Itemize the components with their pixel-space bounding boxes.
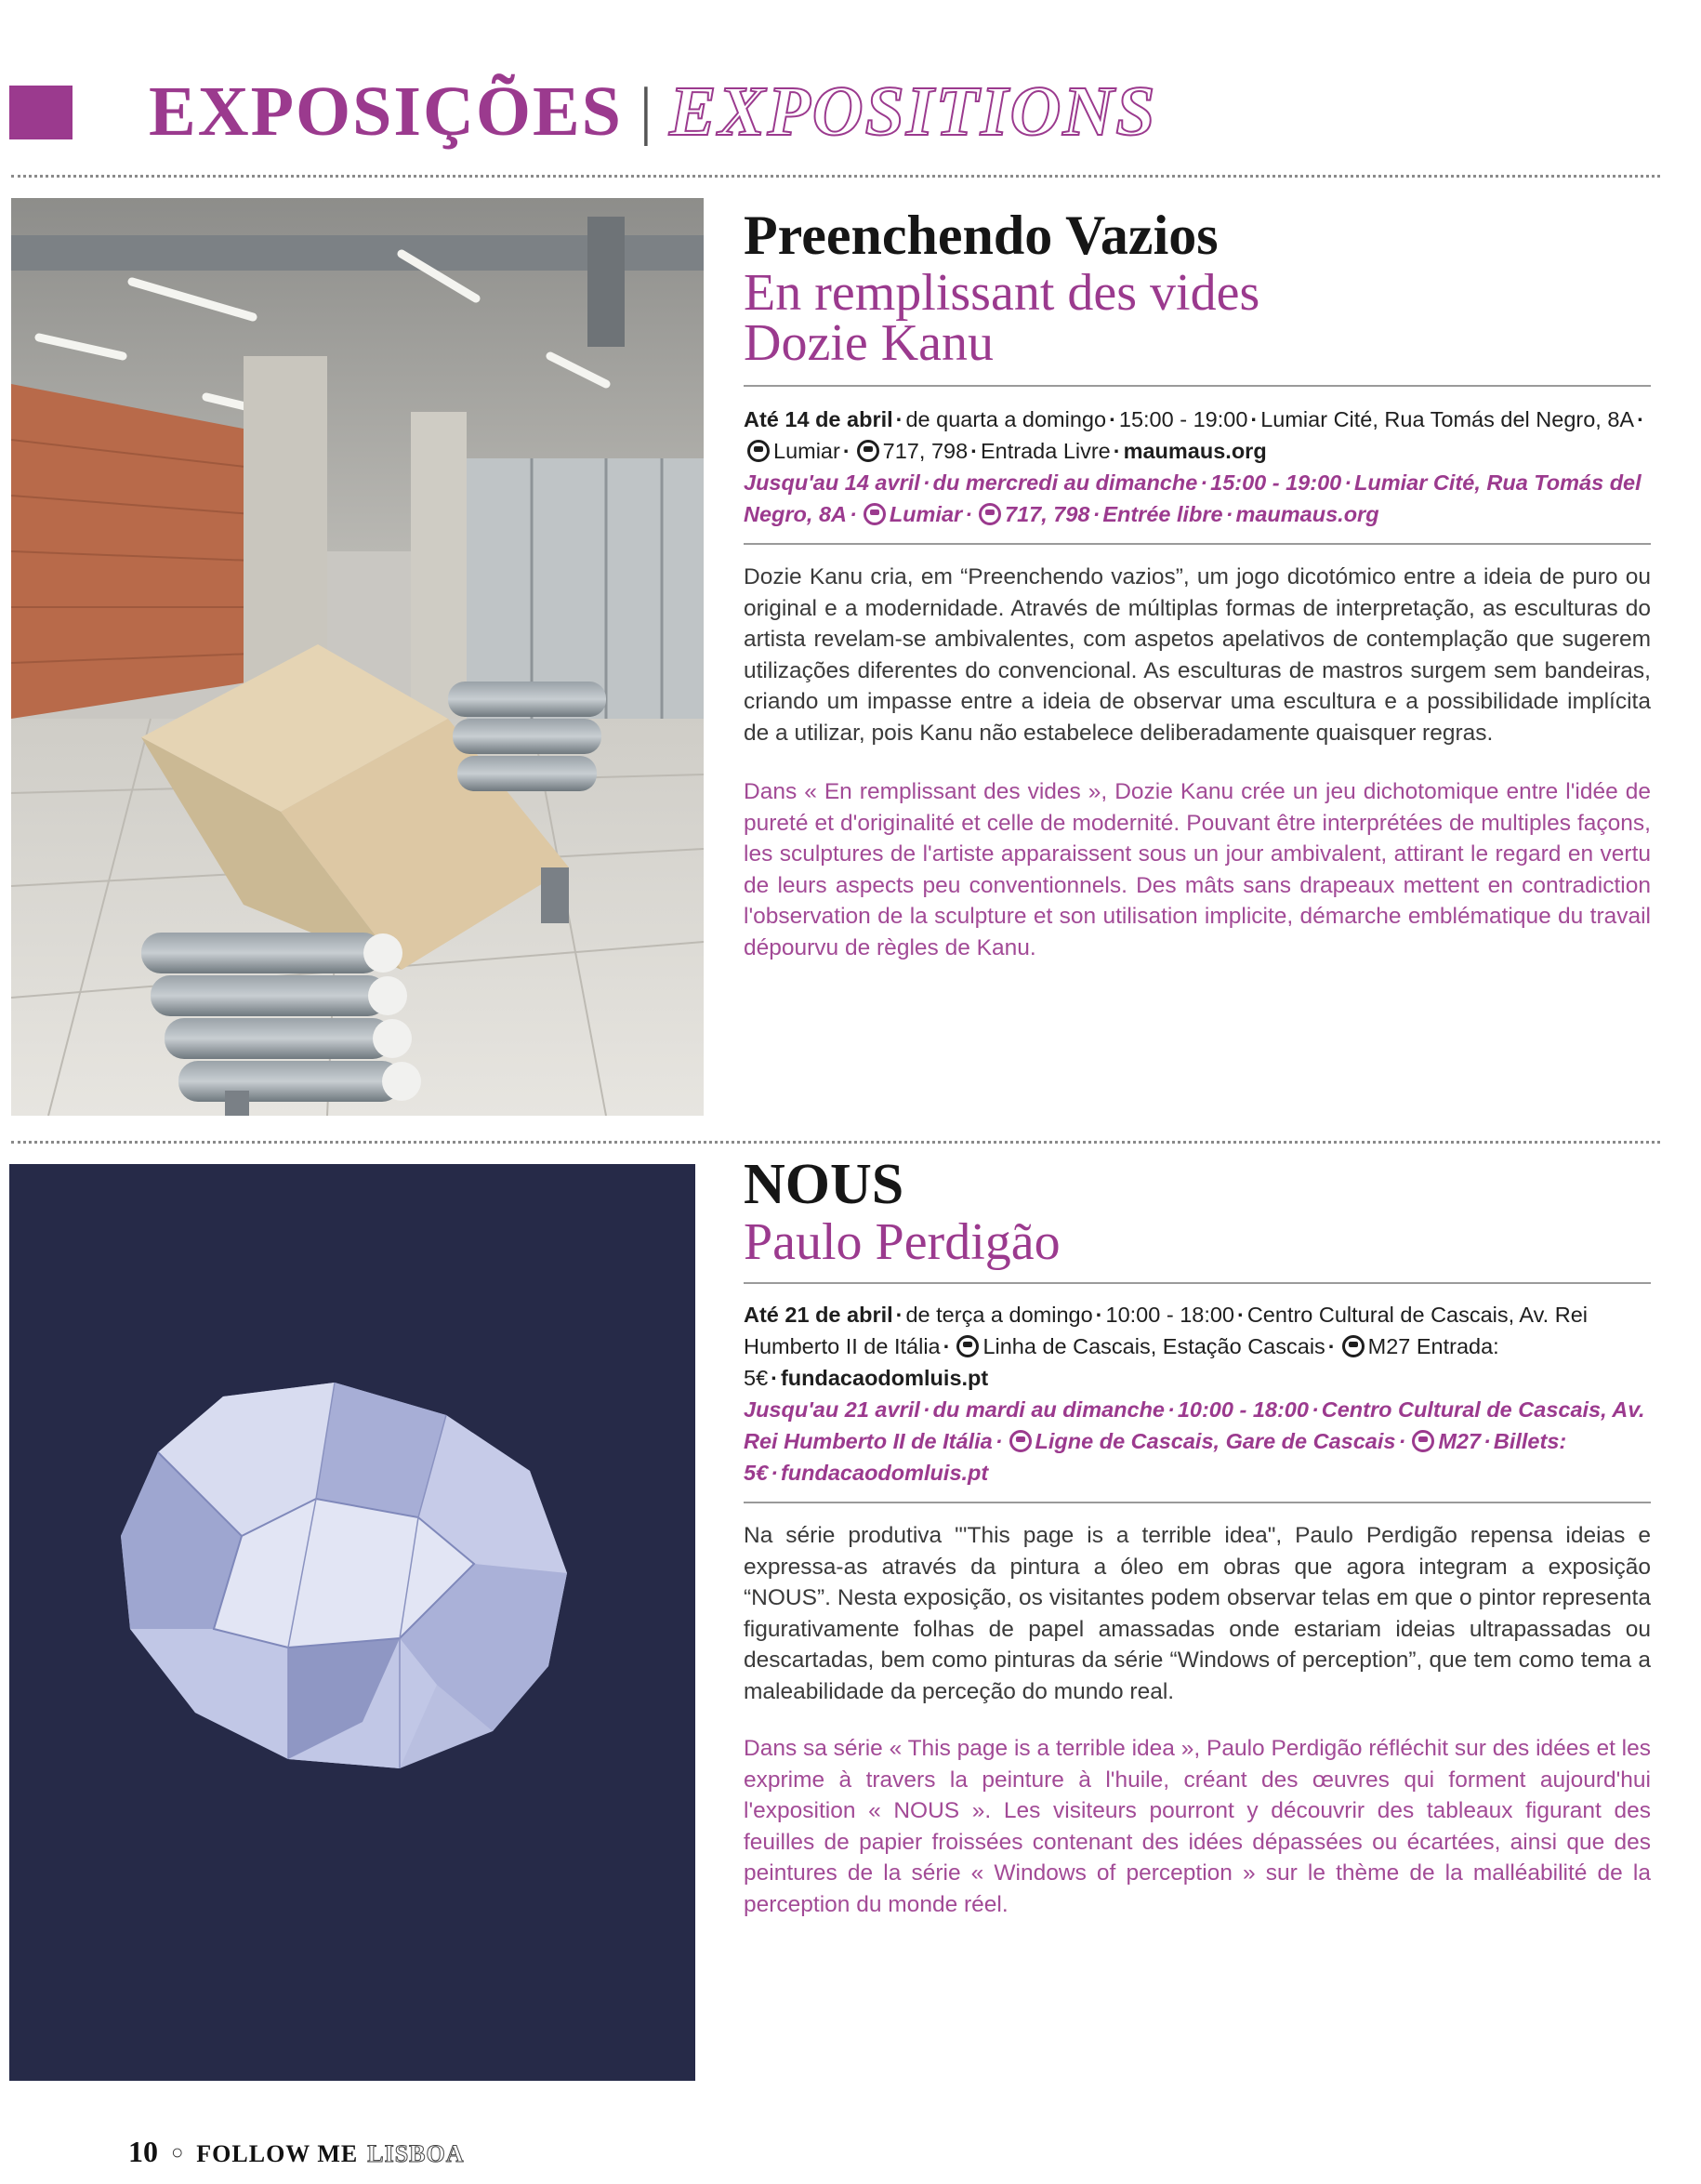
article-1-date-fr: Jusqu'au 14 avril: [744, 470, 920, 495]
crumpled-paper-image: [9, 1164, 695, 2081]
page-number: 10: [128, 2135, 158, 2168]
article-1-metro-fr: Lumiar: [889, 502, 963, 526]
article-2-info-fr: Jusqu'au 21 avril · du mardi au dimanche · 10:00 - 18:00 · Centro Cultural de Cascais, Av. Rei Humberto II de Itália · Ligne de Cascais, Gare de Cascais · M27 · Billets: 5€ · fundacaodomluis.pt: [744, 1397, 1645, 1485]
section-header: [149, 65, 1157, 158]
section-title-fr: EXPOSITIONS: [668, 72, 1157, 151]
article-2-venue-fr: Centro Cultural de Cascais, Av. Rei Humberto II de Itália: [744, 1397, 1645, 1453]
article-2-rule-bottom: [744, 1502, 1651, 1503]
article-2-days-pt: de terça a domingo: [905, 1303, 1093, 1327]
article-1-bus-fr: 717, 798: [1005, 502, 1090, 526]
article-1-metro-pt: Lumiar: [773, 439, 840, 463]
article-1-title: Preenchendo Vazios: [744, 205, 1219, 266]
article-1-info-pt: Até 14 de abril · de quarta a domingo · 15:00 - 19:00 · Lumiar Cité, Rua Tomás del Negro, 8A ·Lumiar · 717, 798 · Entrada Livre · maumaus.org: [744, 407, 1644, 463]
magazine-name: FOLLOW ME: [196, 2140, 359, 2167]
train-icon: [956, 1335, 979, 1357]
section-color-block: [9, 86, 73, 139]
article-1-bus-pt: 717, 798: [882, 439, 969, 463]
train-icon: [1009, 1430, 1032, 1452]
article-1-hours-fr: 15:00 - 19:00: [1210, 470, 1342, 495]
article-1-subtitle-fr: En remplissant des vides: [744, 264, 1260, 322]
article-1-website-fr[interactable]: maumaus.org: [1235, 502, 1379, 526]
article-1-date-pt: Até 14 de abril: [744, 407, 893, 431]
bus-icon: [857, 440, 879, 462]
metro-icon: [747, 440, 770, 462]
article-photo-crumpled-paper-painting: [9, 1164, 695, 2081]
article-1-days-pt: de quarta a domingo: [905, 407, 1107, 431]
article-2-train-pt: Linha de Cascais, Estação Cascais: [982, 1334, 1325, 1358]
article-1: [744, 206, 1651, 963]
article-2-website-pt[interactable]: fundacaodomluis.pt: [780, 1366, 989, 1390]
article-1-entry-fr: Entrée libre: [1102, 502, 1223, 526]
article-1-hours-pt: 15:00 - 19:00: [1118, 407, 1248, 431]
article-2-hours-fr: 10:00 - 18:00: [1177, 1397, 1309, 1422]
article-1-days-fr: du mercredi au dimanche: [932, 470, 1198, 495]
article-2-bus-fr: M27: [1438, 1429, 1482, 1453]
article-dotted-divider: [11, 1141, 1660, 1144]
article-1-body-pt: Dozie Kanu cria, em “Preenchendo vazios”, um jogo dicotómico entre a ideia de puro ou original e a modernidade. Através de múltiplas formas de interpretação, as esculturas do artista revelam-se ambivalentes, com aspetos apelativos de contemplação que sugerem utilizações diferentes do convencional. As esculturas de mastros surgem sem bandeiras, criando um impasse entre a ideia de observar uma escultura e a possibilidade implícita de a utilizar, pois Kanu não estabelece deliberadamente quaisquer regras.: [744, 564, 1651, 746]
article-2-entry-pt: Entrada: 5€: [744, 1334, 1499, 1390]
article-1-entry-pt: Entrada Livre: [980, 439, 1111, 463]
bus-icon: [1342, 1335, 1365, 1357]
article-2-entry-fr: Billets: 5€: [744, 1429, 1567, 1485]
article-2-website-fr[interactable]: fundacaodomluis.pt: [780, 1461, 989, 1485]
article-1-artist: Dozie Kanu: [744, 314, 995, 372]
article-2-artist: Paulo Perdigão: [744, 1213, 1061, 1271]
metro-icon: [864, 503, 886, 525]
section-title-pt: EXPOSIÇÕES: [149, 72, 623, 151]
article-2-venue-pt: Centro Cultural de Cascais, Av. Rei Humberto II de Itália: [744, 1303, 1588, 1358]
article-1-venue-fr: Lumiar Cité, Rua Tomás del Negro, 8A: [744, 470, 1642, 526]
article-2-hours-pt: 10:00 - 18:00: [1105, 1303, 1234, 1327]
bus-icon: [1412, 1430, 1434, 1452]
article-2-rule-top: [744, 1282, 1651, 1284]
section-title-separator: |: [639, 75, 653, 147]
article-2-info-pt: Até 21 de abril · de terça a domingo · 10:00 - 18:00 · Centro Cultural de Cascais, Av. Rei Humberto II de Itália · Linha de Cascais, Estação Cascais · M27 Entrada: 5€ · fundacaodomluis.pt: [744, 1303, 1588, 1390]
article-photo-sculpture-bench: [11, 198, 704, 1116]
article-1-rule-bottom: [744, 543, 1651, 545]
article-1-venue-pt: Lumiar Cité, Rua Tomás del Negro, 8A: [1260, 407, 1635, 431]
bus-icon: [979, 503, 1001, 525]
article-2-train-fr: Ligne de Cascais, Gare de Cascais: [1035, 1429, 1396, 1453]
article-2: [744, 1153, 1652, 1920]
article-1-rule-top: [744, 385, 1651, 387]
article-2-date-pt: Até 21 de abril: [744, 1303, 893, 1327]
header-dotted-divider: [11, 175, 1660, 178]
article-2-bus-pt: M27: [1367, 1334, 1411, 1358]
page-footer: [128, 2135, 465, 2169]
sculpture-bench-image: [11, 198, 704, 1116]
footer-separator: ○: [171, 2140, 184, 2164]
article-2-body-pt: Na série produtiva "'This page is a terrible idea", Paulo Perdigão repensa ideias e expressa-as através da pintura a óleo em obras que agora integram a exposição “NOUS”. Nesta exposição, os visitantes podem observar telas em que o pintor representa figurativamente folhas de papel amassadas onde estariam ideias ultrapassadas ou descartadas, bem como pinturas da série “Windows of perception”, que tem como tema a maleabilidade da perceção do mundo real.: [744, 1523, 1651, 1704]
magazine-city: LISBOA: [367, 2140, 465, 2167]
article-2-title: NOUS: [744, 1153, 904, 1216]
article-1-website-pt[interactable]: maumaus.org: [1123, 439, 1267, 463]
article-2-date-fr: Jusqu'au 21 avril: [744, 1397, 920, 1422]
article-1-body-fr: Dans « En remplissant des vides », Dozie Kanu crée un jeu dichotomique entre l'idée de pureté et d'originalité et celle de modernité. Pouvant être interprétées de multiples façons, les sculptures de l'artiste apparaissent sous un jour ambivalent, attirant le regard en vertu de leurs aspects peu conventionnels. Des mâts sans drapeaux mettent en contradiction l'observation de la sculpture et son utilisation implicite, démarche emblématique du travail dépourvu de règles de Kanu.: [744, 779, 1651, 960]
article-2-days-fr: du mardi au dimanche: [932, 1397, 1166, 1422]
article-1-info-fr: Jusqu'au 14 avril · du mercredi au dimanche · 15:00 - 19:00 · Lumiar Cité, Rua Tomás del Negro, 8A · Lumiar · 717, 798 · Entrée libre · maumaus.org: [744, 470, 1642, 526]
article-2-body-fr: Dans sa série « This page is a terrible idea », Paulo Perdigão réfléchit sur des idées et les exprime à travers la peinture à l'huile, créant des œuvres qui forment aujourd'hui l'exposition « NOUS ». Les visiteurs pourront y découvrir des tableaux figurant des feuilles de papier froissées contenant des idées dépassées ou écartées, ainsi que des peintures de la série « Windows of perception » sur le thème de la malléabilité de la perception du monde réel.: [744, 1736, 1652, 1917]
